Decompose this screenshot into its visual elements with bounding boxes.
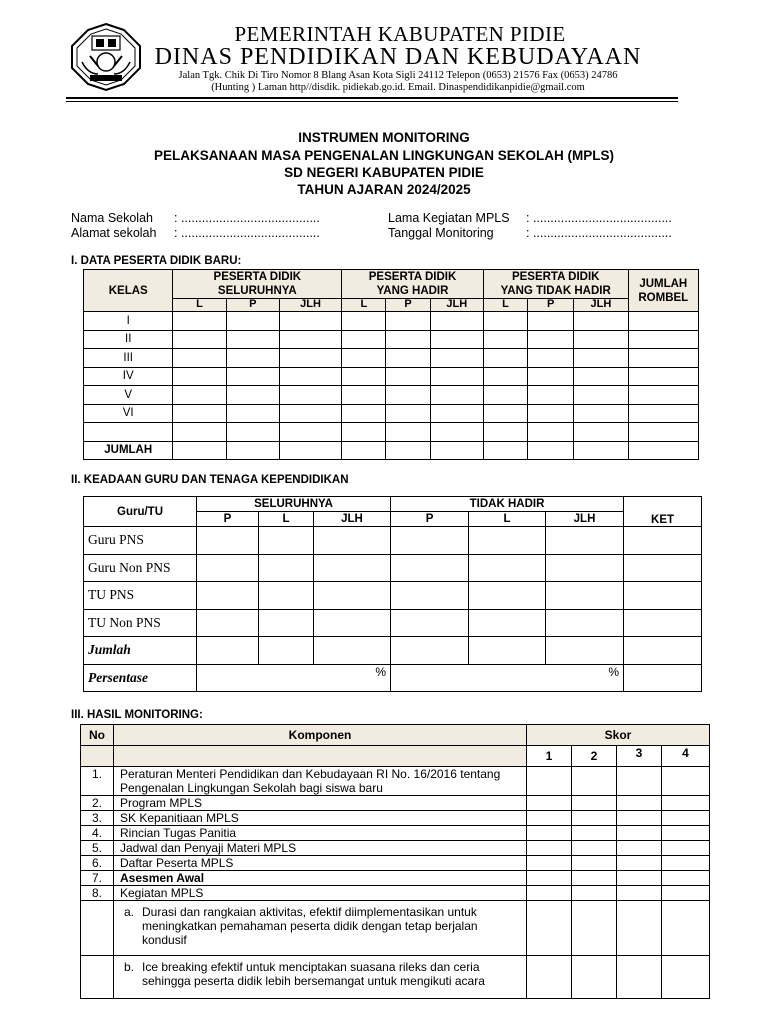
data-cell[interactable] <box>279 423 341 442</box>
table-row <box>81 767 710 796</box>
letterhead-agency: DINAS PENDIDIKAN DAN KEBUDAYAAN <box>154 44 642 70</box>
data-cell[interactable] <box>546 527 624 555</box>
score-cell[interactable] <box>527 871 572 886</box>
staff-category: TU Non PNS <box>84 609 197 637</box>
field-tanggal-monitoring[interactable]: : ........................................ <box>526 226 672 240</box>
col-tidak-hadir: TIDAK HADIR <box>391 497 624 512</box>
score-cell[interactable] <box>662 841 710 856</box>
score-cell[interactable] <box>617 826 662 841</box>
sub-l: L <box>469 512 546 527</box>
school-title: SD NEGERI KABUPATEN PIDIE <box>284 165 484 180</box>
sub-jlh: JLH <box>546 512 624 527</box>
data-cell[interactable] <box>342 330 386 349</box>
sub-item-letter: b. <box>124 960 135 974</box>
label-alamat-sekolah: Alamat sekolah <box>71 226 157 240</box>
data-cell[interactable] <box>574 423 628 442</box>
col-seluruhnya: PESERTA DIDIK SELURUHNYA <box>173 270 342 299</box>
staff-table <box>83 496 702 692</box>
col-no: No <box>81 725 114 746</box>
col-skor: Skor <box>527 725 710 746</box>
table-row <box>84 582 702 610</box>
score-cell[interactable] <box>527 841 572 856</box>
kelas-cell: I <box>84 312 173 331</box>
sub-jlh: JLH <box>314 512 391 527</box>
data-cell[interactable] <box>528 404 574 423</box>
sub-p: P <box>391 512 469 527</box>
data-cell[interactable] <box>528 349 574 368</box>
data-cell[interactable] <box>197 582 259 610</box>
persentase-seluruhnya[interactable]: % <box>197 664 391 692</box>
table-row <box>84 367 699 386</box>
persentase-tidak-hadir[interactable]: % <box>391 664 624 692</box>
score-cell[interactable] <box>572 871 617 886</box>
score-cell[interactable] <box>617 901 662 956</box>
data-cell[interactable] <box>314 554 391 582</box>
table-row-sub <box>81 901 710 956</box>
data-cell[interactable] <box>279 330 341 349</box>
data-cell[interactable] <box>574 312 628 331</box>
item-komponen: Kegiatan MPLS <box>114 886 527 901</box>
data-cell[interactable] <box>226 312 279 331</box>
data-cell[interactable] <box>279 404 341 423</box>
data-cell[interactable] <box>628 349 698 368</box>
letterhead-rule-thin <box>66 101 678 102</box>
data-cell[interactable] <box>430 330 483 349</box>
score-1: 1 <box>527 746 572 767</box>
table-row <box>84 312 699 331</box>
item-number: 6. <box>81 856 114 871</box>
score-cell[interactable] <box>572 826 617 841</box>
data-cell[interactable] <box>628 423 698 442</box>
table-row <box>84 527 702 555</box>
sub-jlh: JLH <box>574 299 628 312</box>
score-cell[interactable] <box>527 826 572 841</box>
col-hadir: PESERTA DIDIK YANG HADIR <box>342 270 484 299</box>
score-cell[interactable] <box>662 826 710 841</box>
data-cell[interactable] <box>173 367 226 386</box>
data-cell[interactable] <box>197 609 259 637</box>
sub-p: P <box>386 299 430 312</box>
field-alamat-sekolah[interactable]: : ........................................ <box>174 226 320 240</box>
score-cell[interactable] <box>662 767 710 796</box>
col-komponen: Komponen <box>114 725 527 746</box>
item-number: 3. <box>81 811 114 826</box>
score-cell[interactable] <box>527 901 572 956</box>
table-row <box>81 871 710 886</box>
data-cell[interactable] <box>197 554 259 582</box>
score-cell[interactable] <box>572 886 617 901</box>
data-cell[interactable] <box>430 386 483 405</box>
data-cell[interactable] <box>546 582 624 610</box>
data-cell[interactable] <box>226 367 279 386</box>
cell[interactable] <box>469 637 546 665</box>
data-cell[interactable] <box>173 441 226 460</box>
data-cell[interactable] <box>628 330 698 349</box>
data-cell[interactable] <box>386 349 430 368</box>
data-cell[interactable] <box>574 404 628 423</box>
data-cell[interactable] <box>226 386 279 405</box>
table-row <box>81 811 710 826</box>
table-row <box>84 609 702 637</box>
data-cell[interactable] <box>628 441 698 460</box>
data-cell[interactable] <box>391 609 469 637</box>
kelas-cell: IV <box>84 367 173 386</box>
letterhead-address: Jalan Tgk. Chik Di Tiro Nomor 8 Blang Asan Kota Sigli 24112 Telepon (0653) 21576 Fax (0653) 24786 <box>178 70 618 81</box>
empty-cell <box>81 901 114 956</box>
data-cell[interactable] <box>173 423 226 442</box>
data-cell[interactable] <box>624 582 702 610</box>
table-row-sub <box>81 956 710 999</box>
section-3-heading: III. HASIL MONITORING: <box>71 709 203 721</box>
data-cell[interactable] <box>469 554 546 582</box>
sub-l: L <box>173 299 226 312</box>
data-cell[interactable] <box>259 554 314 582</box>
data-cell[interactable] <box>386 312 430 331</box>
score-cell[interactable] <box>617 886 662 901</box>
data-cell[interactable] <box>574 441 628 460</box>
data-cell[interactable] <box>386 330 430 349</box>
score-cell[interactable] <box>617 956 662 999</box>
score-cell[interactable] <box>527 856 572 871</box>
data-cell[interactable] <box>430 367 483 386</box>
table-row <box>81 796 710 811</box>
col-rombel: JUMLAH ROMBEL <box>628 270 698 312</box>
data-cell[interactable] <box>528 423 574 442</box>
data-cell[interactable] <box>259 582 314 610</box>
data-cell[interactable] <box>528 330 574 349</box>
score-cell[interactable] <box>572 956 617 999</box>
col-kelas: KELAS <box>84 270 173 312</box>
data-cell[interactable] <box>628 404 698 423</box>
pidie-regency-emblem-icon <box>68 22 144 92</box>
jumlah-cell: JUMLAH <box>84 441 173 460</box>
score-3: 3 <box>617 746 662 767</box>
table-row <box>84 330 699 349</box>
data-cell[interactable] <box>226 423 279 442</box>
academic-year: TAHUN AJARAN 2024/2025 <box>297 182 471 197</box>
table-row <box>84 386 699 405</box>
data-cell[interactable] <box>574 367 628 386</box>
item-number: 5. <box>81 841 114 856</box>
score-cell[interactable] <box>527 767 572 796</box>
staff-category: TU PNS <box>84 582 197 610</box>
data-cell[interactable] <box>546 554 624 582</box>
data-cell[interactable] <box>342 441 386 460</box>
score-cell[interactable] <box>527 811 572 826</box>
data-cell[interactable] <box>173 330 226 349</box>
item-number: 2. <box>81 796 114 811</box>
row-persentase: Persentase <box>84 664 197 692</box>
kelas-cell <box>84 423 173 442</box>
score-cell[interactable] <box>527 796 572 811</box>
data-cell[interactable] <box>386 404 430 423</box>
data-cell[interactable] <box>259 609 314 637</box>
score-cell[interactable] <box>527 956 572 999</box>
score-cell[interactable] <box>572 796 617 811</box>
data-cell[interactable] <box>528 386 574 405</box>
data-cell[interactable] <box>624 527 702 555</box>
col-seluruhnya: SELURUHNYA <box>197 497 391 512</box>
data-cell[interactable] <box>624 554 702 582</box>
sub-item <box>114 901 527 956</box>
data-cell[interactable] <box>430 423 483 442</box>
score-cell[interactable] <box>572 811 617 826</box>
data-cell[interactable] <box>279 349 341 368</box>
table-row <box>84 404 699 423</box>
data-cell[interactable] <box>628 367 698 386</box>
score-cell[interactable] <box>617 841 662 856</box>
row-jumlah: Jumlah <box>84 637 197 665</box>
data-cell[interactable] <box>483 349 527 368</box>
data-cell[interactable] <box>574 349 628 368</box>
data-cell[interactable] <box>483 423 527 442</box>
sub-p: P <box>528 299 574 312</box>
kelas-cell: III <box>84 349 173 368</box>
cell[interactable] <box>259 637 314 665</box>
sub-item-text: Ice breaking efektif untuk menciptakan suasana rileks dan ceria sehingga peserta didik lebih bersemangat untuk mengikuti acara <box>142 960 485 988</box>
sub-l: L <box>342 299 386 312</box>
data-cell[interactable] <box>279 312 341 331</box>
cell[interactable] <box>391 637 469 665</box>
data-cell[interactable] <box>386 423 430 442</box>
score-cell[interactable] <box>572 856 617 871</box>
sub-l: L <box>259 512 314 527</box>
data-cell[interactable] <box>628 312 698 331</box>
data-cell[interactable] <box>226 441 279 460</box>
sub-l: L <box>483 299 527 312</box>
score-cell[interactable] <box>617 856 662 871</box>
cell[interactable] <box>197 637 259 665</box>
score-cell[interactable] <box>617 796 662 811</box>
cell[interactable] <box>546 637 624 665</box>
item-komponen: Peraturan Menteri Pendidikan dan Kebudayaan RI No. 16/2016 tentang Pengenalan Lingkungan Sekolah bagi siswa baru <box>114 767 527 796</box>
data-cell[interactable] <box>528 312 574 331</box>
data-cell[interactable] <box>314 582 391 610</box>
data-cell[interactable] <box>469 609 546 637</box>
score-4: 4 <box>662 746 710 767</box>
score-cell[interactable] <box>572 901 617 956</box>
sub-jlh: JLH <box>279 299 341 312</box>
data-cell[interactable] <box>386 386 430 405</box>
kelas-cell: VI <box>84 404 173 423</box>
data-cell[interactable] <box>314 527 391 555</box>
score-cell[interactable] <box>617 871 662 886</box>
col-ket: KET <box>624 497 702 527</box>
data-cell[interactable] <box>391 554 469 582</box>
label-nama-sekolah: Nama Sekolah <box>71 211 153 225</box>
cell[interactable] <box>624 664 702 692</box>
data-cell[interactable] <box>226 349 279 368</box>
col-guru-tu: Guru/TU <box>84 497 197 527</box>
letterhead-contact: (Hunting ) Laman http//disdik. pidiekab.go.id. Email. Dinaspendidikanpidie@gmail.com <box>211 82 585 93</box>
score-cell[interactable] <box>662 901 710 956</box>
table-row <box>81 886 710 901</box>
item-number: 8. <box>81 886 114 901</box>
item-komponen: Program MPLS <box>114 796 527 811</box>
data-cell[interactable] <box>483 404 527 423</box>
sub-item-letter: a. <box>124 905 135 919</box>
staff-category: Guru PNS <box>84 527 197 555</box>
label-lama-kegiatan: Lama Kegiatan MPLS <box>388 211 510 225</box>
data-cell[interactable] <box>386 441 430 460</box>
data-cell[interactable] <box>391 527 469 555</box>
data-cell[interactable] <box>483 441 527 460</box>
data-cell[interactable] <box>259 527 314 555</box>
data-cell[interactable] <box>483 330 527 349</box>
item-komponen: Daftar Peserta MPLS <box>114 856 527 871</box>
kelas-cell: II <box>84 330 173 349</box>
data-cell[interactable] <box>430 349 483 368</box>
data-cell[interactable] <box>624 609 702 637</box>
item-komponen: SK Kepanitiaan MPLS <box>114 811 527 826</box>
kelas-cell: V <box>84 386 173 405</box>
data-cell[interactable] <box>430 312 483 331</box>
sub-p: P <box>197 512 259 527</box>
data-cell[interactable] <box>342 423 386 442</box>
table-row <box>81 826 710 841</box>
score-cell[interactable] <box>617 767 662 796</box>
monitoring-table <box>80 724 710 999</box>
score-cell[interactable] <box>662 796 710 811</box>
data-cell[interactable] <box>342 367 386 386</box>
data-cell[interactable] <box>226 404 279 423</box>
data-cell[interactable] <box>386 367 430 386</box>
item-number: 7. <box>81 871 114 886</box>
sub-item-text: Durasi dan rangkaian aktivitas, efektif diimplementasikan untuk meningkatkan pemahaman peserta didik dengan tetap berjalan kondusif <box>142 905 478 947</box>
item-komponen: Rincian Tugas Panitia <box>114 826 527 841</box>
label-tanggal-monitoring: Tanggal Monitoring <box>388 226 494 240</box>
table-row <box>84 554 702 582</box>
data-cell[interactable] <box>342 404 386 423</box>
document-title: INSTRUMEN MONITORING <box>298 130 470 145</box>
data-cell[interactable] <box>546 609 624 637</box>
section-2-heading: II. KEADAAN GURU DAN TENAGA KEPENDIDIKAN <box>71 474 349 486</box>
sub-item <box>114 956 527 999</box>
student-data-table <box>83 269 699 460</box>
staff-category: Guru Non PNS <box>84 554 197 582</box>
score-cell[interactable] <box>572 841 617 856</box>
data-cell[interactable] <box>342 349 386 368</box>
table-row-total <box>84 441 699 460</box>
cell[interactable] <box>624 637 702 665</box>
data-cell[interactable] <box>314 609 391 637</box>
score-cell[interactable] <box>527 886 572 901</box>
field-nama-sekolah[interactable]: : ........................................ <box>174 211 320 225</box>
empty-cell <box>81 956 114 999</box>
item-komponen: Jadwal dan Penyaji Materi MPLS <box>114 841 527 856</box>
data-cell[interactable] <box>173 404 226 423</box>
document-subtitle: PELAKSANAAN MASA PENGENALAN LINGKUNGAN SEKOLAH (MPLS) <box>153 148 614 163</box>
table-row <box>84 423 699 442</box>
data-cell[interactable] <box>226 330 279 349</box>
data-cell[interactable] <box>469 527 546 555</box>
item-number: 4. <box>81 826 114 841</box>
data-cell[interactable] <box>279 386 341 405</box>
score-cell[interactable] <box>662 856 710 871</box>
cell[interactable] <box>314 637 391 665</box>
data-cell[interactable] <box>197 527 259 555</box>
score-cell[interactable] <box>662 956 710 999</box>
data-cell[interactable] <box>628 386 698 405</box>
data-cell[interactable] <box>469 582 546 610</box>
data-cell[interactable] <box>574 330 628 349</box>
item-komponen: Asesmen Awal <box>114 871 527 886</box>
data-cell[interactable] <box>430 404 483 423</box>
table-row <box>81 856 710 871</box>
section-1-heading: I. DATA PESERTA DIDIK BARU: <box>71 255 242 267</box>
score-2: 2 <box>572 746 617 767</box>
item-number: 1. <box>81 767 114 796</box>
data-cell[interactable] <box>483 367 527 386</box>
data-cell[interactable] <box>342 386 386 405</box>
data-cell[interactable] <box>173 312 226 331</box>
score-cell[interactable] <box>662 871 710 886</box>
data-cell[interactable] <box>483 312 527 331</box>
letterhead-rule <box>66 97 678 99</box>
data-cell[interactable] <box>391 582 469 610</box>
data-cell[interactable] <box>430 441 483 460</box>
data-cell[interactable] <box>279 441 341 460</box>
sub-jlh: JLH <box>430 299 483 312</box>
data-cell[interactable] <box>528 441 574 460</box>
data-cell[interactable] <box>483 386 527 405</box>
letterhead-government: PEMERINTAH KABUPATEN PIDIE <box>234 22 566 46</box>
score-cell[interactable] <box>662 886 710 901</box>
data-cell[interactable] <box>173 386 226 405</box>
data-cell[interactable] <box>528 367 574 386</box>
data-cell[interactable] <box>279 367 341 386</box>
col-tidak-hadir: PESERTA DIDIK YANG TIDAK HADIR <box>483 270 628 299</box>
table-row <box>81 841 710 856</box>
table-row <box>84 349 699 368</box>
score-cell[interactable] <box>617 811 662 826</box>
data-cell[interactable] <box>342 312 386 331</box>
sub-p: P <box>226 299 279 312</box>
score-cell[interactable] <box>572 767 617 796</box>
score-cell[interactable] <box>662 811 710 826</box>
field-lama-kegiatan[interactable]: : ........................................ <box>526 211 672 225</box>
data-cell[interactable] <box>173 349 226 368</box>
data-cell[interactable] <box>574 386 628 405</box>
